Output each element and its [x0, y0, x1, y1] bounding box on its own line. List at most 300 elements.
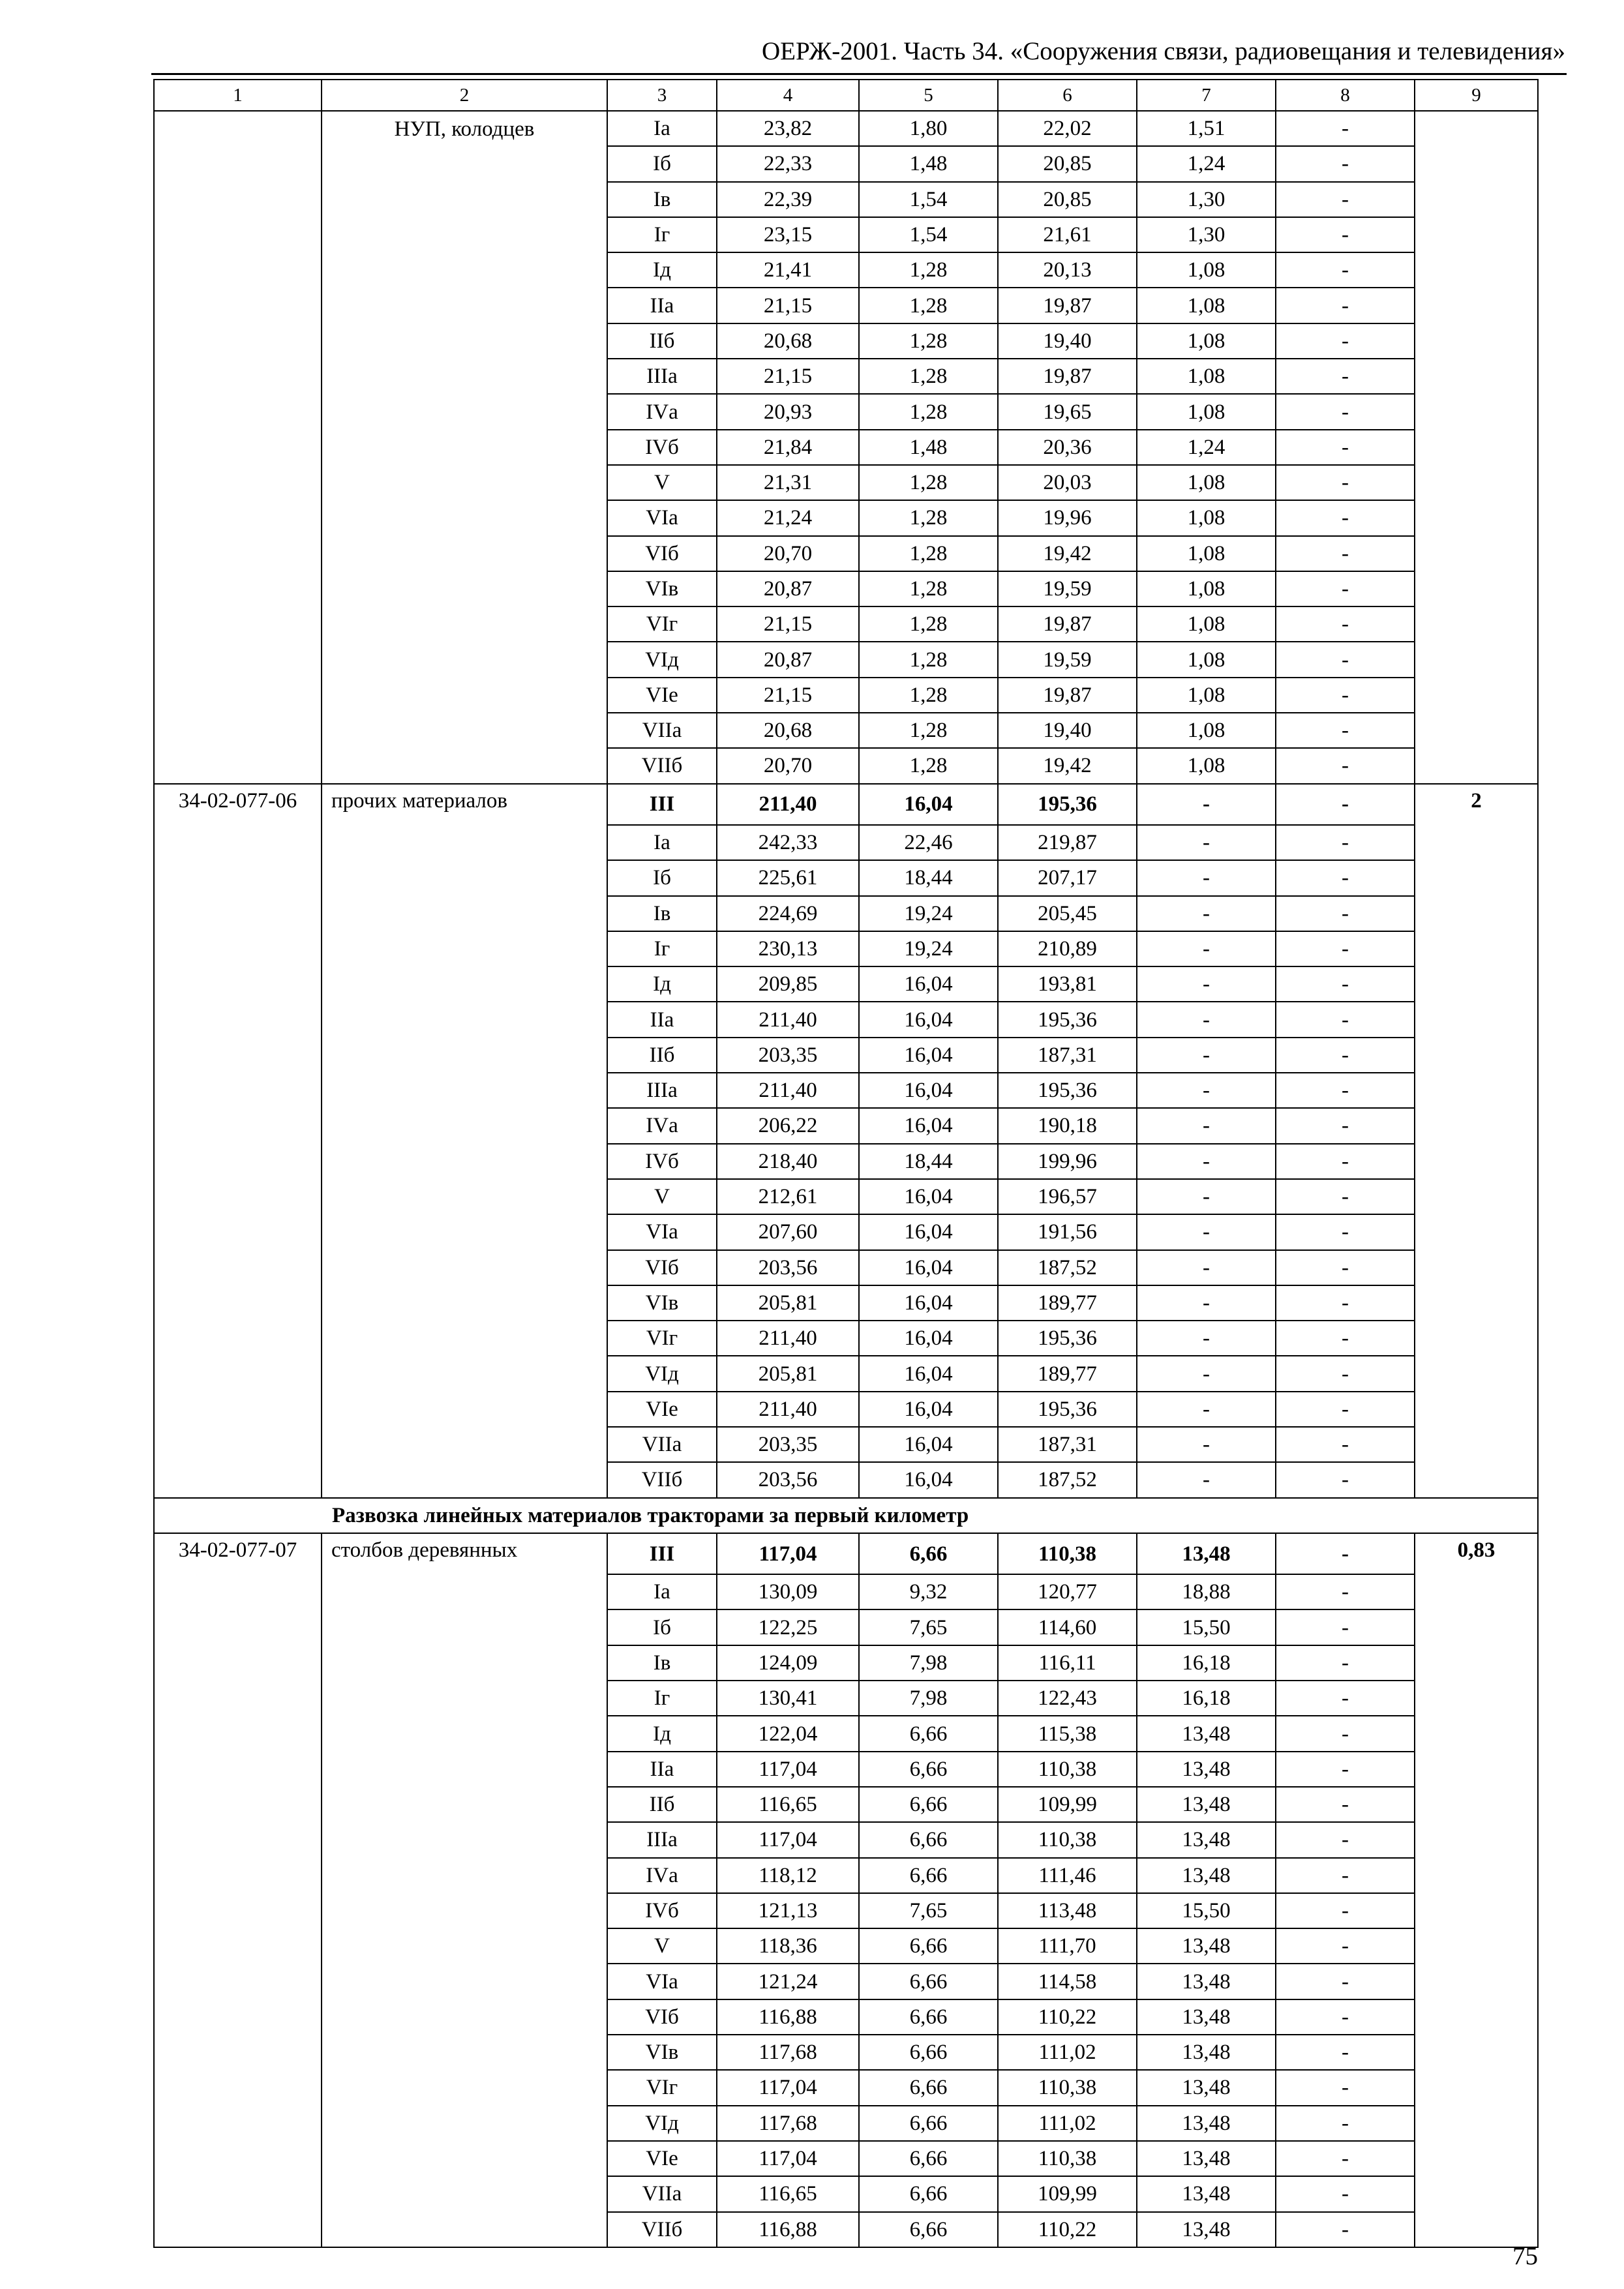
value-cell: VIа — [607, 1964, 717, 1999]
table-row — [154, 1179, 1538, 1214]
value-cell: 13,48 — [1137, 2070, 1276, 2105]
value-cell: VIв — [607, 571, 717, 606]
rate-code-cell — [154, 1752, 322, 1787]
work-name-cell — [322, 1038, 607, 1073]
value-cell: 20,85 — [998, 182, 1137, 217]
table-row — [154, 1716, 1538, 1751]
rate-code-cell — [154, 1609, 322, 1645]
value-cell: 20,87 — [717, 642, 859, 677]
table-row — [154, 1858, 1538, 1893]
value-cell: 20,87 — [717, 571, 859, 606]
value-cell: 1,28 — [859, 713, 998, 748]
value-cell: - — [1276, 2141, 1415, 2176]
value-cell: III — [607, 784, 717, 825]
value-cell: Iд — [607, 1716, 717, 1751]
value-cell: 1,08 — [1137, 252, 1276, 288]
table-row — [154, 1822, 1538, 1857]
value-cell: 16,04 — [859, 1073, 998, 1108]
table-row — [154, 465, 1538, 500]
column-number-row — [154, 80, 1538, 111]
value-cell: 211,40 — [717, 1321, 859, 1356]
table-row — [154, 2141, 1538, 2176]
value-cell: 111,02 — [998, 2106, 1137, 2141]
rate-code-cell — [154, 1038, 322, 1073]
value-cell: 205,81 — [717, 1356, 859, 1391]
value-cell: 122,43 — [998, 1681, 1137, 1716]
column-number: 2 — [322, 80, 607, 111]
value-cell: 6,66 — [859, 1928, 998, 1964]
work-name-cell — [322, 1427, 607, 1462]
rate-code-cell — [154, 1681, 322, 1716]
value-cell: 7,65 — [859, 1609, 998, 1645]
value-cell: Iб — [607, 1609, 717, 1645]
value-cell: 16,04 — [859, 784, 998, 825]
value-cell: - — [1276, 1038, 1415, 1073]
value-cell: 111,46 — [998, 1858, 1137, 1893]
table-row — [154, 825, 1538, 860]
table-row — [154, 1752, 1538, 1787]
value-cell: IIIа — [607, 1073, 717, 1108]
value-cell: 199,96 — [998, 1144, 1137, 1179]
value-cell: - — [1276, 713, 1415, 748]
value-cell: 196,57 — [998, 1179, 1137, 1214]
rate-code-cell — [154, 465, 322, 500]
table-row — [154, 2106, 1538, 2141]
rate-code-cell — [154, 606, 322, 642]
rate-code-cell — [154, 1073, 322, 1108]
value-cell: 187,52 — [998, 1462, 1137, 1497]
value-cell: 20,70 — [717, 748, 859, 783]
table-row — [154, 1002, 1538, 1037]
value-cell: 21,24 — [717, 500, 859, 535]
value-cell: - — [1276, 1250, 1415, 1285]
value-cell: - — [1276, 1144, 1415, 1179]
rate-code-cell — [154, 359, 322, 394]
value-cell: - — [1276, 1858, 1415, 1893]
rate-code-cell — [154, 1574, 322, 1609]
table-row — [154, 784, 1538, 825]
value-cell: - — [1137, 1108, 1276, 1143]
value-cell: IVб — [607, 430, 717, 465]
value-cell: 1,08 — [1137, 748, 1276, 783]
value-cell: - — [1276, 1321, 1415, 1356]
rate-code-cell — [154, 1858, 322, 1893]
value-cell: 23,82 — [717, 111, 859, 146]
value-cell: 193,81 — [998, 966, 1137, 1002]
value-cell: 190,18 — [998, 1108, 1137, 1143]
work-name-cell — [322, 1752, 607, 1787]
value-cell: 117,04 — [717, 1822, 859, 1857]
value-cell: IIб — [607, 1038, 717, 1073]
rate-code-cell — [154, 1285, 322, 1321]
value-cell: 16,04 — [859, 1321, 998, 1356]
value-cell: - — [1276, 2106, 1415, 2141]
value-cell: 19,87 — [998, 359, 1137, 394]
work-name-cell — [322, 678, 607, 713]
value-cell: VIг — [607, 1321, 717, 1356]
work-name-cell — [322, 2176, 607, 2211]
work-name-cell — [322, 1999, 607, 2035]
value-cell: Iв — [607, 896, 717, 931]
value-cell: 9,32 — [859, 1574, 998, 1609]
value-cell: - — [1276, 1427, 1415, 1462]
work-name-cell — [322, 1787, 607, 1822]
value-cell: VIе — [607, 2141, 717, 2176]
value-cell: 111,70 — [998, 1928, 1137, 1964]
value-cell: 120,77 — [998, 1574, 1137, 1609]
value-cell: 18,44 — [859, 1144, 998, 1179]
work-name-cell — [322, 1144, 607, 1179]
rate-code-cell — [154, 1392, 322, 1427]
value-cell: - — [1276, 146, 1415, 181]
rate-code-cell — [154, 642, 322, 677]
table-row — [154, 1250, 1538, 1285]
value-cell: 13,48 — [1137, 1533, 1276, 1574]
table-row — [154, 931, 1538, 966]
work-name-cell: прочих материалов — [322, 784, 607, 825]
value-cell: 13,48 — [1137, 1928, 1276, 1964]
rate-code-cell — [154, 748, 322, 783]
value-cell: 203,56 — [717, 1250, 859, 1285]
value-cell: 13,48 — [1137, 1716, 1276, 1751]
work-name-cell — [322, 896, 607, 931]
value-cell: 21,84 — [717, 430, 859, 465]
column-number: 5 — [859, 80, 998, 111]
section-title: Развозка линейных материалов тракторами за первый километр — [154, 1498, 1538, 1533]
table-row — [154, 2070, 1538, 2105]
value-cell: 189,77 — [998, 1285, 1137, 1321]
value-cell: 6,66 — [859, 1752, 998, 1787]
table-row — [154, 323, 1538, 359]
table-row — [154, 1356, 1538, 1391]
value-cell: IIIа — [607, 359, 717, 394]
value-cell: - — [1276, 860, 1415, 895]
table-row — [154, 1321, 1538, 1356]
value-cell: 122,25 — [717, 1609, 859, 1645]
value-cell: 122,04 — [717, 1716, 859, 1751]
value-cell: 13,48 — [1137, 2141, 1276, 2176]
value-cell: 1,08 — [1137, 606, 1276, 642]
work-name-cell — [322, 1574, 607, 1609]
value-cell: 117,68 — [717, 2035, 859, 2070]
value-cell: 209,85 — [717, 966, 859, 1002]
column-number: 8 — [1276, 80, 1415, 111]
value-cell: 1,24 — [1137, 430, 1276, 465]
value-cell: - — [1137, 825, 1276, 860]
value-cell: - — [1276, 1462, 1415, 1497]
value-cell: 16,04 — [859, 1179, 998, 1214]
value-cell: 1,28 — [859, 500, 998, 535]
table-row — [154, 2176, 1538, 2211]
rate-code-cell — [154, 182, 322, 217]
value-cell: 16,04 — [859, 966, 998, 1002]
value-cell: III — [607, 1533, 717, 1574]
value-cell: 230,13 — [717, 931, 859, 966]
value-cell: 1,08 — [1137, 642, 1276, 677]
work-name-cell — [322, 2141, 607, 2176]
value-cell: 225,61 — [717, 860, 859, 895]
value-cell: - — [1276, 1645, 1415, 1681]
work-name-cell — [322, 394, 607, 429]
work-name-cell — [322, 252, 607, 288]
value-cell: V — [607, 1928, 717, 1964]
value-cell: VIб — [607, 1250, 717, 1285]
value-cell: - — [1276, 1822, 1415, 1857]
value-cell: 19,24 — [859, 931, 998, 966]
value-cell: 1,08 — [1137, 288, 1276, 323]
table-row — [154, 1999, 1538, 2035]
value-cell: - — [1137, 784, 1276, 825]
rate-code-cell — [154, 713, 322, 748]
work-name-cell — [322, 606, 607, 642]
work-name-cell: столбов деревянных — [322, 1533, 607, 1574]
value-cell: VIд — [607, 642, 717, 677]
value-cell: 206,22 — [717, 1108, 859, 1143]
value-cell: 1,08 — [1137, 500, 1276, 535]
value-cell: Iг — [607, 217, 717, 252]
value-cell: 21,61 — [998, 217, 1137, 252]
value-cell: 110,38 — [998, 2070, 1137, 2105]
value-cell: 1,08 — [1137, 359, 1276, 394]
work-name-cell — [322, 182, 607, 217]
value-cell: 13,48 — [1137, 1787, 1276, 1822]
value-cell: Iб — [607, 860, 717, 895]
value-cell: - — [1276, 359, 1415, 394]
value-cell: Iа — [607, 111, 717, 146]
value-cell: - — [1276, 2035, 1415, 2070]
value-cell: 13,48 — [1137, 1858, 1276, 1893]
column-number: 7 — [1137, 80, 1276, 111]
value-cell: - — [1276, 1716, 1415, 1751]
value-cell: 16,04 — [859, 1214, 998, 1249]
value-cell: 114,58 — [998, 1964, 1137, 1999]
value-cell: IIа — [607, 1002, 717, 1037]
value-cell: 203,56 — [717, 1462, 859, 1497]
value-cell: 1,48 — [859, 430, 998, 465]
value-cell: - — [1276, 1574, 1415, 1609]
value-cell: 1,28 — [859, 536, 998, 571]
value-cell: 115,38 — [998, 1716, 1137, 1751]
value-cell: - — [1276, 536, 1415, 571]
work-name-cell — [322, 1822, 607, 1857]
work-name-cell — [322, 288, 607, 323]
work-name-cell — [322, 642, 607, 677]
value-cell: VIа — [607, 1214, 717, 1249]
table-row — [154, 1462, 1538, 1497]
value-cell: 19,87 — [998, 678, 1137, 713]
value-cell: VIIб — [607, 748, 717, 783]
value-cell: VIв — [607, 2035, 717, 2070]
value-cell: - — [1276, 217, 1415, 252]
value-cell: - — [1276, 500, 1415, 535]
value-cell: - — [1276, 1928, 1415, 1964]
rate-code-cell — [154, 217, 322, 252]
value-cell: 242,33 — [717, 825, 859, 860]
value-cell: - — [1276, 1681, 1415, 1716]
value-cell: - — [1276, 571, 1415, 606]
work-name-cell — [322, 2070, 607, 2105]
rates-table — [153, 79, 1539, 2248]
value-cell: - — [1276, 748, 1415, 783]
value-cell: 1,48 — [859, 146, 998, 181]
work-name-cell — [322, 1858, 607, 1893]
value-cell: 20,70 — [717, 536, 859, 571]
value-cell: - — [1276, 2070, 1415, 2105]
value-cell: - — [1276, 1392, 1415, 1427]
value-cell: 16,04 — [859, 1002, 998, 1037]
value-cell: 19,40 — [998, 323, 1137, 359]
value-cell: 1,28 — [859, 606, 998, 642]
unit-value-cell — [1415, 111, 1538, 784]
value-cell: 1,24 — [1137, 146, 1276, 181]
value-cell: - — [1276, 465, 1415, 500]
value-cell: - — [1137, 1214, 1276, 1249]
table-row — [154, 252, 1538, 288]
value-cell: - — [1276, 252, 1415, 288]
rate-code-cell — [154, 2141, 322, 2176]
value-cell: 13,48 — [1137, 1822, 1276, 1857]
value-cell: - — [1276, 642, 1415, 677]
value-cell: Iд — [607, 966, 717, 1002]
value-cell: 117,68 — [717, 2106, 859, 2141]
value-cell: 117,04 — [717, 1752, 859, 1787]
rate-code-cell — [154, 1822, 322, 1857]
rate-code-cell — [154, 394, 322, 429]
value-cell: 19,42 — [998, 748, 1137, 783]
table-row — [154, 394, 1538, 429]
table-row — [154, 217, 1538, 252]
value-cell: 110,38 — [998, 1752, 1137, 1787]
value-cell: 116,88 — [717, 1999, 859, 2035]
table-row — [154, 1893, 1538, 1928]
value-cell: 224,69 — [717, 896, 859, 931]
value-cell: - — [1276, 966, 1415, 1002]
value-cell: 20,68 — [717, 323, 859, 359]
value-cell: IVа — [607, 1858, 717, 1893]
value-cell: 20,85 — [998, 146, 1137, 181]
rate-code-cell — [154, 500, 322, 535]
table-row — [154, 678, 1538, 713]
value-cell: VIб — [607, 1999, 717, 2035]
value-cell: IIа — [607, 288, 717, 323]
value-cell: VIIа — [607, 713, 717, 748]
rate-code-cell: 34-02-077-06 — [154, 784, 322, 825]
value-cell: 22,39 — [717, 182, 859, 217]
value-cell: VIе — [607, 1392, 717, 1427]
value-cell: 6,66 — [859, 1999, 998, 2035]
value-cell: IIб — [607, 1787, 717, 1822]
value-cell: 110,22 — [998, 1999, 1137, 2035]
value-cell: VIг — [607, 606, 717, 642]
value-cell: 21,31 — [717, 465, 859, 500]
value-cell: 6,66 — [859, 1858, 998, 1893]
table-row — [154, 896, 1538, 931]
page-number: 75 — [1512, 2242, 1538, 2270]
rate-code-cell — [154, 536, 322, 571]
value-cell: 207,17 — [998, 860, 1137, 895]
value-cell: 16,18 — [1137, 1645, 1276, 1681]
value-cell: 212,61 — [717, 1179, 859, 1214]
table-row — [154, 1533, 1538, 1574]
value-cell: 6,66 — [859, 2106, 998, 2141]
work-name-cell — [322, 1609, 607, 1645]
value-cell: - — [1276, 2176, 1415, 2211]
value-cell: - — [1276, 1964, 1415, 1999]
value-cell: 110,38 — [998, 1822, 1137, 1857]
value-cell: 1,80 — [859, 111, 998, 146]
value-cell: 20,13 — [998, 252, 1137, 288]
value-cell: 211,40 — [717, 1002, 859, 1037]
value-cell: 1,30 — [1137, 217, 1276, 252]
value-cell: VIа — [607, 500, 717, 535]
work-name-cell — [322, 931, 607, 966]
value-cell: 13,48 — [1137, 2212, 1276, 2247]
value-cell: 117,04 — [717, 1533, 859, 1574]
value-cell: - — [1276, 1002, 1415, 1037]
value-cell: - — [1276, 323, 1415, 359]
work-name-cell — [322, 2035, 607, 2070]
value-cell: 16,18 — [1137, 1681, 1276, 1716]
rate-code-cell — [154, 1002, 322, 1037]
column-number: 9 — [1415, 80, 1538, 111]
value-cell: - — [1137, 860, 1276, 895]
value-cell: - — [1276, 182, 1415, 217]
work-name-cell — [322, 748, 607, 783]
value-cell: 1,28 — [859, 571, 998, 606]
value-cell: VIд — [607, 2106, 717, 2141]
rate-code-cell — [154, 1427, 322, 1462]
value-cell: - — [1137, 1321, 1276, 1356]
value-cell: 19,40 — [998, 713, 1137, 748]
work-name-cell — [322, 1392, 607, 1427]
value-cell: - — [1276, 1108, 1415, 1143]
value-cell: 118,12 — [717, 1858, 859, 1893]
table-row — [154, 1964, 1538, 1999]
value-cell: 16,04 — [859, 1038, 998, 1073]
value-cell: 13,48 — [1137, 1999, 1276, 2035]
value-cell: 7,98 — [859, 1645, 998, 1681]
value-cell: - — [1276, 931, 1415, 966]
value-cell: 16,04 — [859, 1392, 998, 1427]
rate-code-cell — [154, 430, 322, 465]
value-cell: 130,09 — [717, 1574, 859, 1609]
value-cell: 13,48 — [1137, 2176, 1276, 2211]
value-cell: 1,28 — [859, 252, 998, 288]
value-cell: 187,31 — [998, 1038, 1137, 1073]
value-cell: 21,41 — [717, 252, 859, 288]
value-cell: VIг — [607, 2070, 717, 2105]
value-cell: - — [1276, 430, 1415, 465]
table-row — [154, 1073, 1538, 1108]
value-cell: Iб — [607, 146, 717, 181]
value-cell: 1,51 — [1137, 111, 1276, 146]
value-cell: 23,15 — [717, 217, 859, 252]
value-cell: IVб — [607, 1893, 717, 1928]
value-cell: - — [1137, 1144, 1276, 1179]
work-name-cell — [322, 1002, 607, 1037]
value-cell: 18,44 — [859, 860, 998, 895]
table-row — [154, 642, 1538, 677]
value-cell: - — [1137, 1392, 1276, 1427]
value-cell: 21,15 — [717, 288, 859, 323]
value-cell: 205,45 — [998, 896, 1137, 931]
value-cell: 6,66 — [859, 1964, 998, 1999]
work-name-cell — [322, 1645, 607, 1681]
value-cell: 203,35 — [717, 1038, 859, 1073]
table-row — [154, 606, 1538, 642]
column-number: 3 — [607, 80, 717, 111]
table-row — [154, 1038, 1538, 1073]
